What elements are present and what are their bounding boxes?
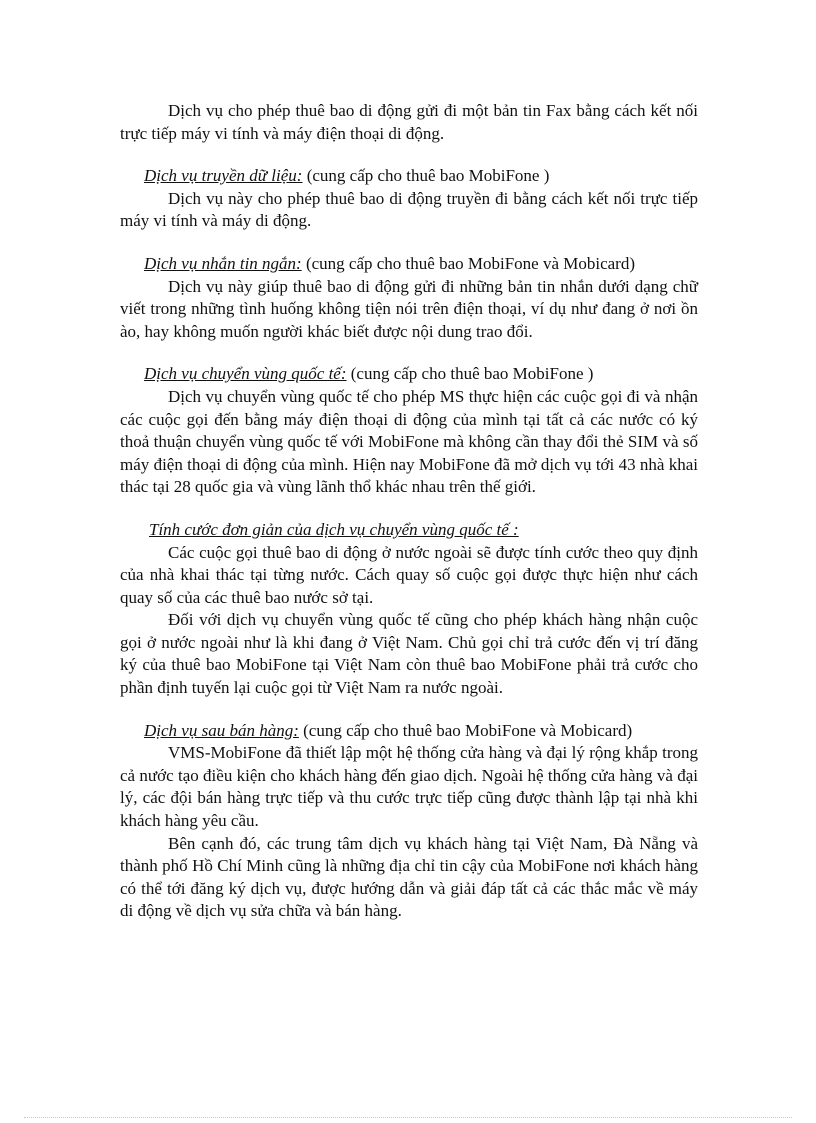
roaming-title: Dịch vụ chuyển vùng quốc tế: xyxy=(144,364,347,384)
aftersales-paragraph-1: VMS-MobiFone đã thiết lập một hệ thống cửa hàng và đại lý rộng khắp trong cả nước tạo điều kiện cho khách hàng đến giao dịch. Ngoài hệ thống cửa hàng và đại lý, các đội bán hàng trực tiếp và thu cước trực tiếp cũng được thành lập tại nhà khi khách hàng yêu cầu. xyxy=(120,743,698,831)
sms-note: (cung cấp cho thuê bao MobiFone và Mobicard) xyxy=(301,253,635,273)
fax-paragraph: Dịch vụ cho phép thuê bao di động gửi đi một bản tin Fax bằng cách kết nối trực tiếp máy vi tính và máy điện thoại di động. xyxy=(120,101,698,143)
charging-title: Tính cước đơn giản của dịch vụ chuyển vùng quốc tế : xyxy=(149,519,519,539)
charging-paragraph-1: Các cuộc gọi thuê bao di động ở nước ngoài sẽ được tính cước theo quy định của nhà khai thác tại từng nước. Cách quay số cuộc gọi được thực hiện như cách quay số của các thuê bao nước sở tại. xyxy=(120,542,698,607)
sms-heading xyxy=(120,253,698,276)
data-transfer-note: (cung cấp cho thuê bao MobiFone ) xyxy=(302,166,550,186)
data-transfer-paragraph: Dịch vụ này cho phép thuê bao di động truyền đi bằng cách kết nối trực tiếp máy vi tính và máy di động. xyxy=(120,188,698,231)
roaming-paragraph: Dịch vụ chuyển vùng quốc tế cho phép MS thực hiện các cuộc gọi đi và nhận các cuộc gọi đến bằng máy điện thoại di động của mình tại tất cả các nước có ký thoả thuận chuyển vùng quốc tế với MobiFone mà không cần thay đổi thẻ SIM và số máy điện thoại di động của mình. Hiện nay MobiFone đã mở dịch vụ tới 43 nhà khai thác tại 28 quốc gia và vùng lãnh thổ khác nhau trên thế giới. xyxy=(120,386,698,497)
data-transfer-heading xyxy=(120,165,698,188)
sms-title: Dịch vụ nhắn tin ngắn: xyxy=(144,253,302,273)
charging-paragraph-2: Đối với dịch vụ chuyển vùng quốc tế cũng cho phép khách hàng nhận cuộc gọi ở nước ngoài như là khi đang ở Việt Nam. Chủ gọi chỉ trả cước đến vị trí đăng ký của thuê bao MobiFone tại Việt Nam còn thuê bao MobiFone phải trả cước cho phần định tuyến lại cuộc gọi từ Việt Nam ra nước ngoài. xyxy=(120,610,698,698)
document-page xyxy=(120,100,698,923)
aftersales-title: Dịch vụ sau bán hàng: xyxy=(144,720,299,740)
aftersales-heading xyxy=(120,720,698,743)
aftersales-note: (cung cấp cho thuê bao MobiFone và Mobicard) xyxy=(298,720,633,740)
page-bottom-divider xyxy=(24,1117,792,1118)
data-transfer-title: Dịch vụ truyền dữ liệu: xyxy=(144,166,303,186)
charging-heading xyxy=(120,519,698,542)
sms-paragraph: Dịch vụ này giúp thuê bao di động gửi đi những bản tin nhắn dưới dạng chữ viết trong những tình huống không tiện nói trên điện thoại, ví dụ như đang ở nơi ồn ào, hay không muốn người khác biết được nội dung trao đổi. xyxy=(120,276,698,341)
aftersales-paragraph-2: Bên cạnh đó, các trung tâm dịch vụ khách hàng tại Việt Nam, Đà Nẵng và thành phố Hồ Chí Minh cũng là những địa chỉ tin cậy của MobiFone nơi khách hàng có thể tới đăng ký dịch vụ, được hướng dẫn và giải đáp tất cả các thắc mắc về máy di động về dịch vụ sửa chữa và bán hàng. xyxy=(120,833,698,921)
roaming-heading xyxy=(120,363,698,386)
roaming-note: (cung cấp cho thuê bao MobiFone ) xyxy=(346,364,594,384)
